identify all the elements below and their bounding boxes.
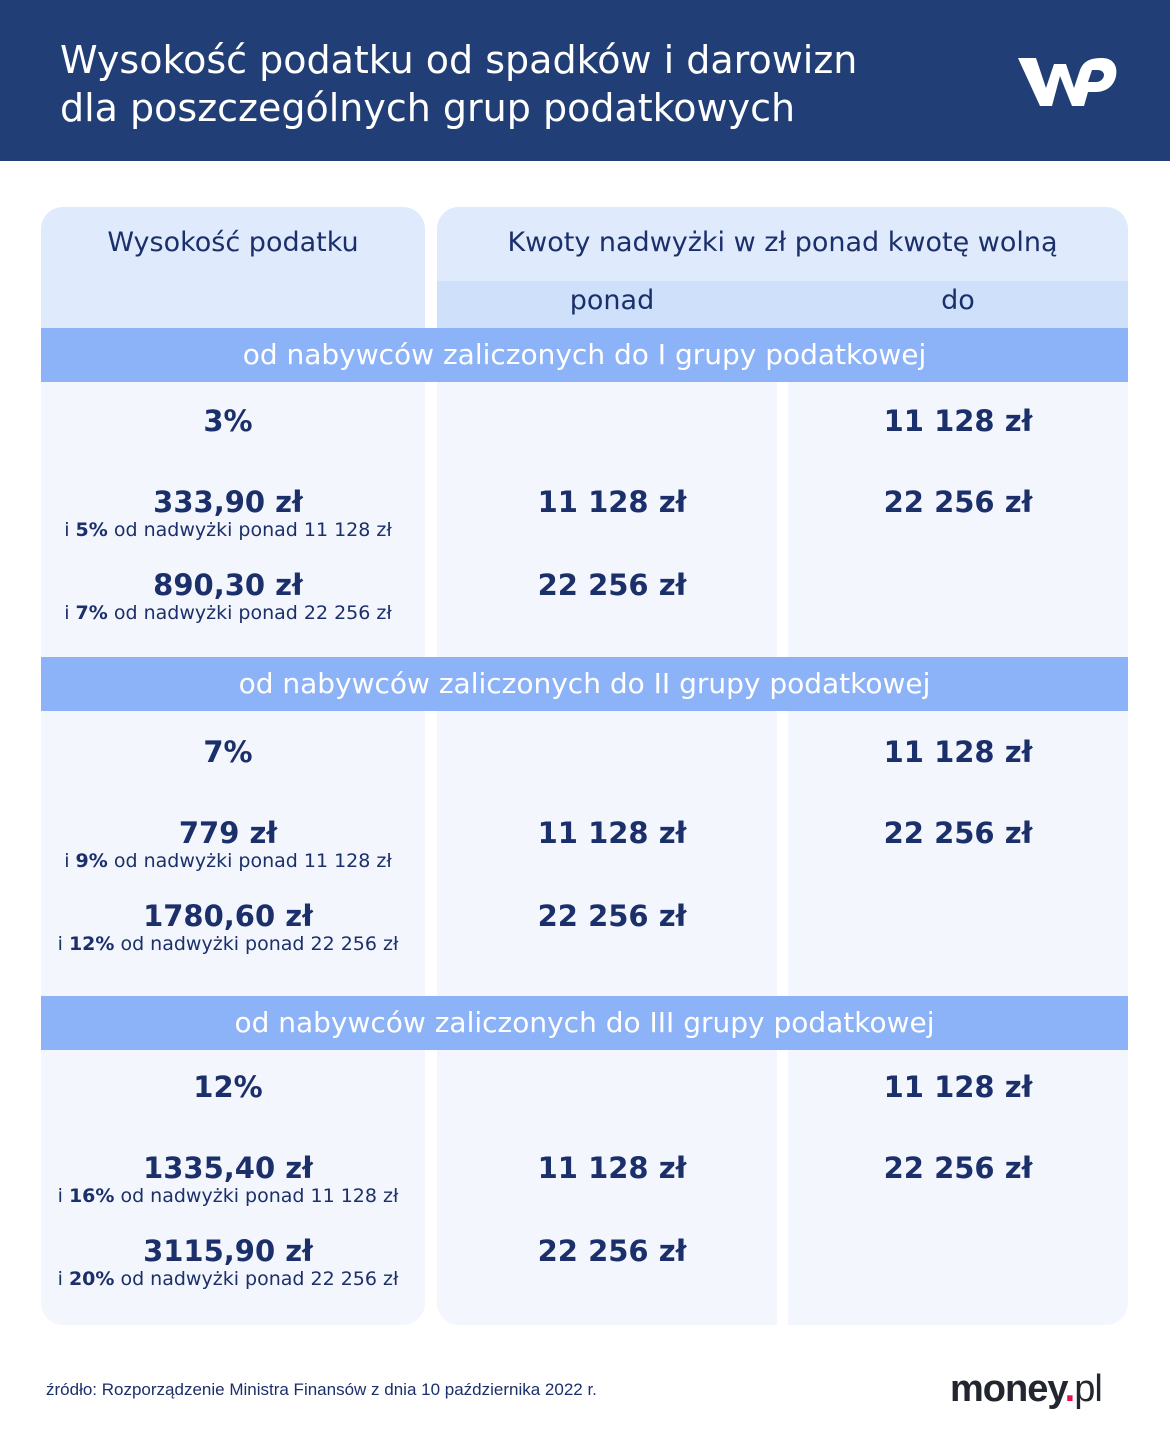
ponad-value: 22 256 zł: [537, 1234, 687, 1268]
ponad-cell: [437, 899, 787, 933]
tax-cell: [41, 735, 415, 769]
page-title: [60, 36, 980, 132]
ponad-value: 22 256 zł: [537, 568, 687, 602]
tax-cell: [41, 816, 415, 872]
ponad-value: 22 256 zł: [537, 899, 687, 933]
ponad-value: 11 128 zł: [537, 816, 687, 850]
tax-value: 3%: [203, 404, 253, 438]
ponad-cell: [437, 568, 787, 602]
tax-note: i 12% od nadwyżki ponad 22 256 zł: [57, 933, 399, 955]
subheader-ponad: ponad: [569, 285, 655, 316]
tax-note: i 20% od nadwyżki ponad 22 256 zł: [57, 1268, 399, 1290]
left-column-header: [41, 207, 425, 328]
group-bar-1: od nabywców zaliczonych do I grupy podatkowej: [41, 328, 1128, 382]
ponad-value: 11 128 zł: [537, 485, 687, 519]
subheader-do: do: [941, 285, 975, 316]
header-banner: [0, 0, 1170, 161]
tax-value: 12%: [193, 1070, 263, 1104]
money-pl-logo: money.pl: [950, 1368, 1102, 1410]
ponad-cell: [437, 485, 787, 519]
tax-value: 890,30 zł: [153, 568, 303, 602]
ponad-cell: [437, 1151, 787, 1185]
tax-note: i 7% od nadwyżki ponad 22 256 zł: [64, 602, 392, 624]
do-value: 11 128 zł: [883, 1070, 1033, 1104]
page-title-line-1: Wysokość podatku od spadków i darowizn: [60, 38, 858, 82]
do-cell: [788, 816, 1128, 850]
ponad-cell: [437, 816, 787, 850]
tax-cell: [41, 404, 415, 438]
tax-value: 779 zł: [178, 816, 278, 850]
do-value: 22 256 zł: [883, 816, 1033, 850]
tax-cell: [41, 485, 415, 541]
tax-cell: [41, 1234, 415, 1290]
group-bar-3: od nabywców zaliczonych do III grupy podatkowej: [41, 996, 1128, 1050]
source-note: źródło: Rozporządzenie Ministra Finansów z dnia 10 października 2022 r.: [46, 1380, 597, 1399]
do-cell: [788, 485, 1128, 519]
do-cell: [788, 1151, 1128, 1185]
tax-note: i 5% od nadwyżki ponad 11 128 zł: [64, 519, 392, 541]
tax-value: 3115,90 zł: [143, 1234, 313, 1268]
ponad-value: 11 128 zł: [537, 1151, 687, 1185]
page-title-line-2: dla poszczególnych grup podatkowych: [60, 86, 796, 130]
tax-cell: [41, 1070, 415, 1104]
tax-cell: [41, 568, 415, 624]
tax-value: 333,90 zł: [153, 485, 303, 519]
tax-cell: [41, 1151, 415, 1207]
do-cell: [788, 735, 1128, 769]
tax-note: i 9% od nadwyżki ponad 11 128 zł: [64, 850, 392, 872]
ponad-cell: [437, 1234, 787, 1268]
do-value: 22 256 zł: [883, 485, 1033, 519]
tax-cell: [41, 899, 415, 955]
column-header-amounts: Kwoty nadwyżki w zł ponad kwotę wolną: [507, 227, 1058, 258]
do-cell: [788, 404, 1128, 438]
column-header-tax: Wysokość podatku: [107, 227, 359, 258]
wp-logo-icon: [1014, 50, 1118, 112]
tax-value: 1780,60 zł: [143, 899, 313, 933]
do-value: 11 128 zł: [883, 735, 1033, 769]
tax-value: 1335,40 zł: [143, 1151, 313, 1185]
do-value: 22 256 zł: [883, 1151, 1033, 1185]
group-bar-2: od nabywców zaliczonych do II grupy podatkowej: [41, 657, 1128, 711]
tax-value: 7%: [203, 735, 253, 769]
tax-note: i 16% od nadwyżki ponad 11 128 zł: [57, 1185, 399, 1207]
do-value: 11 128 zł: [883, 404, 1033, 438]
do-cell: [788, 1070, 1128, 1104]
